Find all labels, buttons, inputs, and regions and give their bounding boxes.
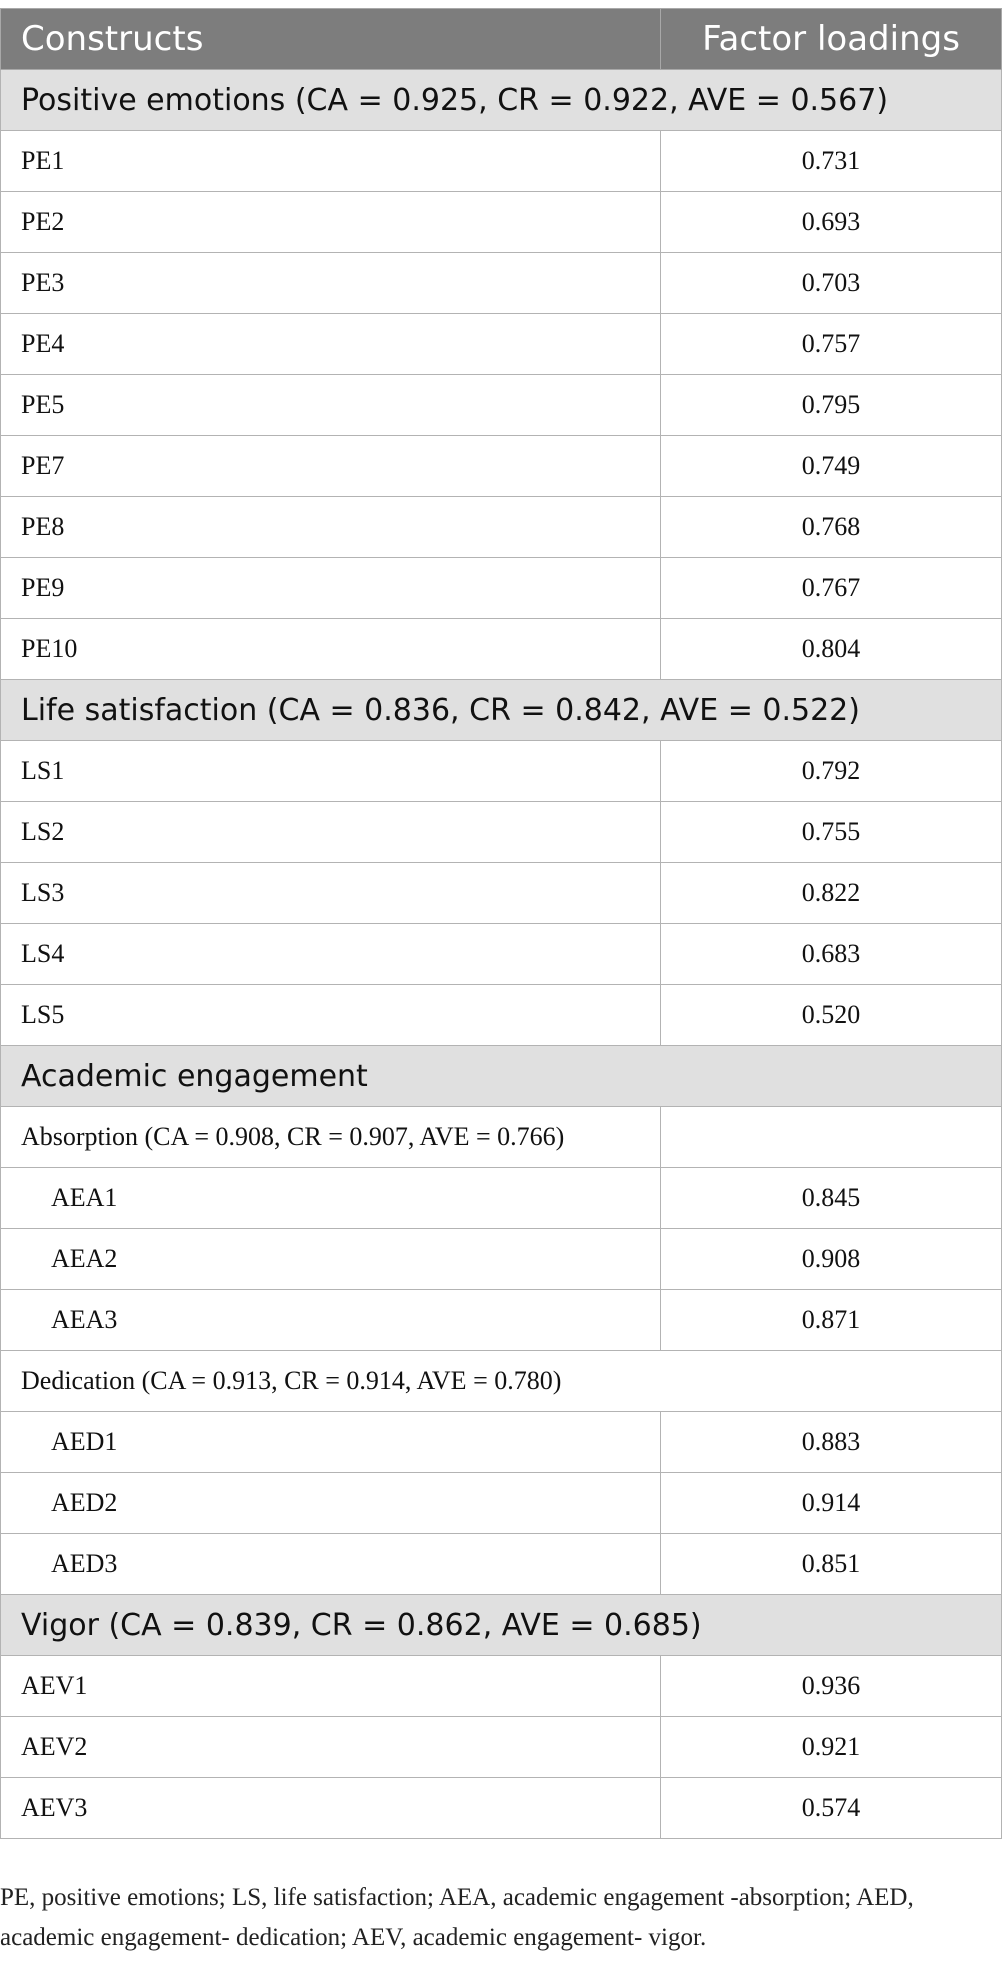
item-label: AEA3	[1, 1290, 661, 1351]
table-row	[1, 314, 1002, 375]
table-row	[1, 1290, 1002, 1351]
header-factor-loadings: Factor loadings	[661, 9, 1002, 70]
factor-loading-value	[661, 1107, 1002, 1168]
table-body	[1, 70, 1002, 1839]
item-label: PE1	[1, 131, 661, 192]
table-row	[1, 375, 1002, 436]
section-header-row	[1, 680, 1002, 741]
table-row	[1, 863, 1002, 924]
item-label: PE10	[1, 619, 661, 680]
subsection-label: Absorption (CA = 0.908, CR = 0.907, AVE = 0.766)	[1, 1107, 661, 1168]
subsection-row	[1, 1107, 1002, 1168]
factor-loading-value: 0.845	[661, 1168, 1002, 1229]
factor-loading-value: 0.921	[661, 1717, 1002, 1778]
factor-loading-value: 0.731	[661, 131, 1002, 192]
table-row	[1, 802, 1002, 863]
section-label: Life satisfaction (CA = 0.836, CR = 0.842, AVE = 0.522)	[1, 680, 1002, 741]
factor-loading-value: 0.683	[661, 924, 1002, 985]
factor-loading-value: 0.574	[661, 1778, 1002, 1839]
item-label: AED1	[1, 1412, 661, 1473]
table-row	[1, 1168, 1002, 1229]
item-label: PE3	[1, 253, 661, 314]
factor-loading-value: 0.795	[661, 375, 1002, 436]
table-row	[1, 131, 1002, 192]
table-row	[1, 1778, 1002, 1839]
section-header-row	[1, 1046, 1002, 1107]
item-label: PE5	[1, 375, 661, 436]
factor-loading-value: 0.768	[661, 497, 1002, 558]
factor-loading-value: 0.936	[661, 1656, 1002, 1717]
item-label: LS3	[1, 863, 661, 924]
table-row	[1, 1412, 1002, 1473]
table-row	[1, 1656, 1002, 1717]
factor-loading-value: 0.755	[661, 802, 1002, 863]
table-row	[1, 192, 1002, 253]
header-constructs: Constructs	[1, 9, 661, 70]
table-row	[1, 619, 1002, 680]
item-label: PE2	[1, 192, 661, 253]
item-label: AED3	[1, 1534, 661, 1595]
factor-loading-value: 0.757	[661, 314, 1002, 375]
factor-loadings-table	[0, 8, 1002, 1839]
section-label: Positive emotions (CA = 0.925, CR = 0.922, AVE = 0.567)	[1, 70, 1002, 131]
table-row	[1, 1717, 1002, 1778]
item-label: LS2	[1, 802, 661, 863]
item-label: AED2	[1, 1473, 661, 1534]
table-row	[1, 1229, 1002, 1290]
table-row	[1, 924, 1002, 985]
factor-loading-value: 0.908	[661, 1229, 1002, 1290]
factor-loading-value: 0.792	[661, 741, 1002, 802]
item-label: AEV2	[1, 1717, 661, 1778]
item-label: AEV1	[1, 1656, 661, 1717]
factor-loading-value: 0.883	[661, 1412, 1002, 1473]
factor-loading-value: 0.767	[661, 558, 1002, 619]
section-label: Academic engagement	[1, 1046, 1002, 1107]
factor-loading-value: 0.851	[661, 1534, 1002, 1595]
factor-loading-value: 0.520	[661, 985, 1002, 1046]
factor-loading-value: 0.822	[661, 863, 1002, 924]
factor-loading-value: 0.914	[661, 1473, 1002, 1534]
item-label: PE9	[1, 558, 661, 619]
factor-loading-value: 0.804	[661, 619, 1002, 680]
table-row	[1, 253, 1002, 314]
item-label: PE8	[1, 497, 661, 558]
table-row	[1, 985, 1002, 1046]
section-label: Vigor (CA = 0.839, CR = 0.862, AVE = 0.685)	[1, 1595, 1002, 1656]
table-row	[1, 1534, 1002, 1595]
item-label: LS4	[1, 924, 661, 985]
table-row	[1, 558, 1002, 619]
item-label: AEV3	[1, 1778, 661, 1839]
subsection-row	[1, 1351, 1002, 1412]
factor-loading-value: 0.871	[661, 1290, 1002, 1351]
table-footnote: PE, positive emotions; LS, life satisfaction; AEA, academic engagement -absorption; AED, academic engagement- dedication; AEV, academic engagement- vigor.	[0, 1884, 914, 1951]
factor-loading-value: 0.703	[661, 253, 1002, 314]
table-row	[1, 741, 1002, 802]
table-row	[1, 497, 1002, 558]
item-label: PE7	[1, 436, 661, 497]
table-header-row	[1, 9, 1002, 70]
section-header-row	[1, 70, 1002, 131]
item-label: AEA2	[1, 1229, 661, 1290]
subsection-label: Dedication (CA = 0.913, CR = 0.914, AVE = 0.780)	[1, 1351, 1002, 1412]
table-row	[1, 1473, 1002, 1534]
item-label: PE4	[1, 314, 661, 375]
item-label: LS5	[1, 985, 661, 1046]
table-row	[1, 436, 1002, 497]
section-header-row	[1, 1595, 1002, 1656]
factor-loading-value: 0.693	[661, 192, 1002, 253]
item-label: AEA1	[1, 1168, 661, 1229]
item-label: LS1	[1, 741, 661, 802]
factor-loading-value: 0.749	[661, 436, 1002, 497]
